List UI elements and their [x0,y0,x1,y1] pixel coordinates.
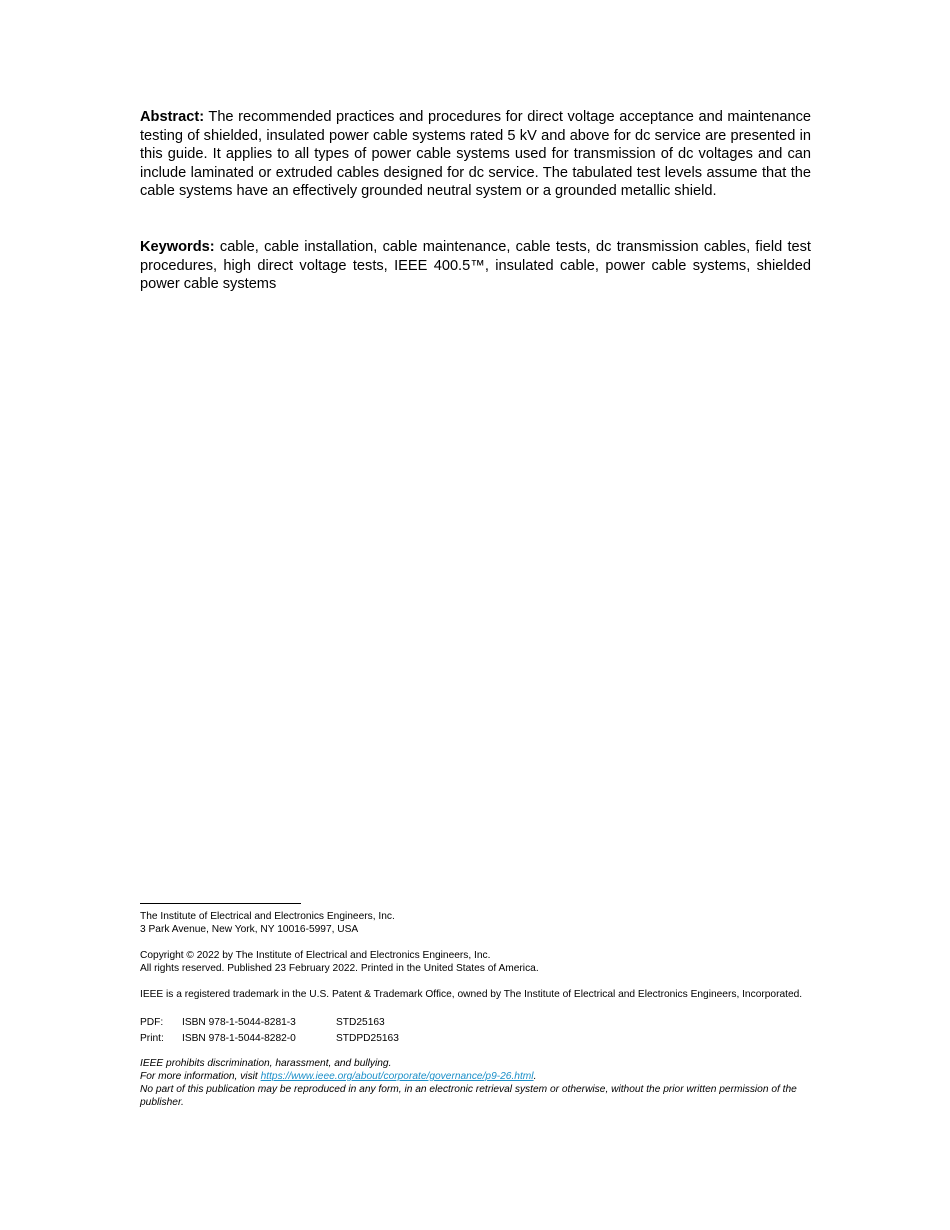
discrimination-notice: IEEE prohibits discrimination, harassment, and bullying. [140,1058,392,1069]
isbn-number: ISBN 978-1-5044-8282-0 [182,1032,296,1044]
isbn-std-code: STDPD25163 [336,1032,399,1044]
isbn-row-pdf [140,1014,812,1030]
keywords-paragraph [140,238,811,294]
more-info-prefix: For more information, visit [140,1071,261,1082]
isbn-format-label: PDF: [140,1016,164,1028]
keywords-label: Keywords: [140,239,215,255]
copyright-notice [140,949,812,975]
copyright-footer [140,903,812,1109]
trademark-text: IEEE is a registered trademark in the U.S. Patent & Trademark Office, owned by The Institute of Electrical and Electronics Engineers, Incorporated. [140,989,803,1000]
footnote-rule [140,903,301,904]
reproduction-notice: No part of this publication may be reproduced in any form, in an electronic retrieval system or otherwise, without the prior written permission of the publisher. [140,1084,797,1108]
copyright-line-2: All rights reserved. Published 23 February 2022. Printed in the United States of America. [140,963,539,974]
keywords-section [140,238,811,294]
keywords-text: cable, cable installation, cable maintenance, cable tests, dc transmission cables, field test procedures, high direct voltage tests, IEEE 400.5™, insulated cable, power cable systems, shielded power cable systems [140,239,811,293]
isbn-list [140,1014,812,1046]
legal-notice [140,1057,812,1109]
isbn-std-code: STD25163 [336,1016,385,1028]
abstract-text: The recommended practices and procedures for direct voltage acceptance and maintenance testing of shielded, insulated power cable systems rated 5 kV and above for dc service are presented in this guide. It applies to all types of power cable systems used for transmission of dc voltages and can include laminated or extruded cables designed for dc service. The tabulated test levels assume that the cable systems have an effectively grounded neutral system or a grounded metallic shield. [140,109,811,200]
governance-link[interactable]: https://www.ieee.org/about/corporate/governance/p9-26.html [260,1071,534,1082]
copyright-line-1: Copyright © 2022 by The Institute of Electrical and Electronics Engineers, Inc. [140,950,491,961]
isbn-row-print [140,1030,812,1046]
address-line-2: 3 Park Avenue, New York, NY 10016-5997, USA [140,924,359,935]
abstract-label: Abstract: [140,109,205,125]
abstract-section [140,108,811,201]
more-info-suffix: . [533,1071,537,1082]
publisher-address [140,910,812,936]
address-line-1: The Institute of Electrical and Electronics Engineers, Inc. [140,911,395,922]
more-info-line [140,1070,812,1083]
isbn-number: ISBN 978-1-5044-8281-3 [182,1016,296,1028]
abstract-paragraph [140,108,811,201]
trademark-notice [140,988,812,1001]
isbn-format-label: Print: [140,1032,164,1044]
